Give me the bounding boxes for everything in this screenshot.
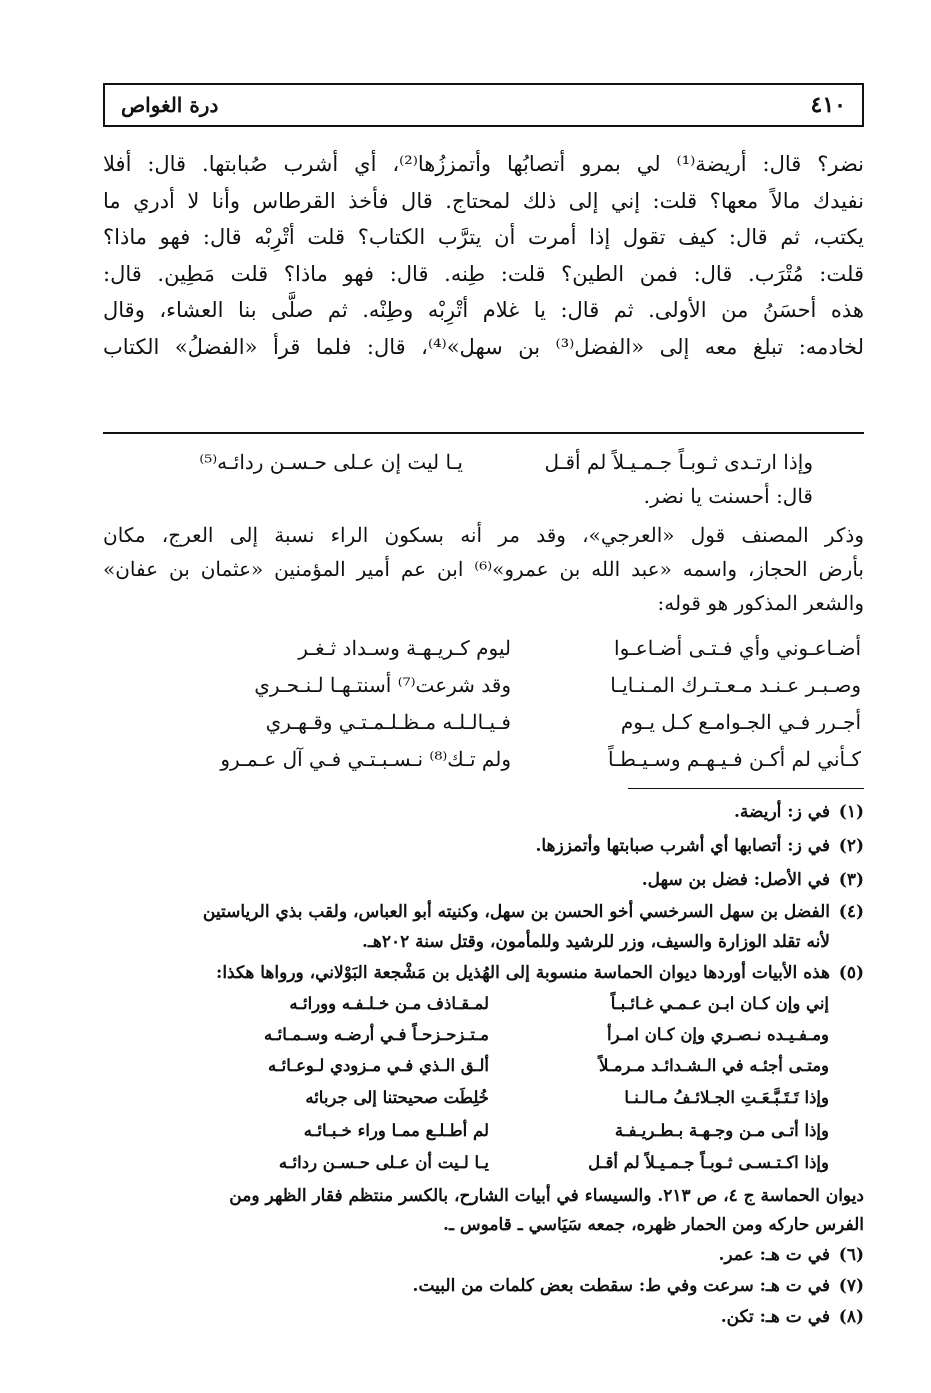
footnote — [413, 1276, 864, 1296]
footnote-text: لأنه تقلد الوزارة والسيف، وزر للرشيد وللمأمون، وقتل سنة ٢٠٢هـ. — [361, 932, 830, 952]
section-divider — [103, 432, 864, 434]
poem-hemistich-first: أضـاعـوني وأي فـتـى أضـاعـوا — [614, 636, 861, 660]
main-line: لخادمه: تبلغ معه إلى «الفضل⁽³⁾ بن سهل»⁽⁴⁾، قال: فلما قرأ «الفضلُ» الكتاب — [103, 334, 864, 359]
fn-hemistich-first: وإذا اكـتـسـى ثـوبـاً جـمـيـلاً لم أقـل — [588, 1153, 829, 1172]
commentary-line: والشعر المذكور هو قوله: — [657, 591, 864, 615]
footnote — [642, 870, 864, 890]
footnote — [216, 963, 864, 983]
page-number: ٤١٠ — [810, 92, 846, 118]
footnote-verse — [149, 994, 829, 1013]
fn-hemistich-first: وإذا أتـى مـن وجـهـة بـطـريـفـة — [614, 1121, 829, 1140]
poem-hemistich-second: وقد شرعت⁽⁷⁾ أسنتـهـا لـنـحـري — [254, 673, 511, 697]
fn-hemistich-second: ألـق الـذي فـي مـزودي لـوعـائـه — [267, 1056, 489, 1075]
poem-hemistich-second: فـيـالـلـه مـظـلـمـتـي وقـهـري — [265, 710, 511, 734]
footnote-source-line: ديوان الحماسة ج ٤، ص ٢١٣. والسيساء في أبيات الشارح، بالكسر منتظم فقار الظهر ومن — [229, 1186, 864, 1206]
commentary-paragraph — [103, 518, 864, 620]
footnote-number: (٤) — [838, 902, 864, 922]
book-title: درة الغواص — [121, 93, 219, 117]
footnote-verse — [149, 1153, 829, 1172]
poem-hemistich-first: أجـرر فـي الجـوامـع كـل يـوم — [620, 710, 861, 734]
footnote-text: في ز: أريضة. — [733, 802, 830, 822]
footnote — [535, 836, 864, 856]
verse-line — [113, 450, 813, 474]
footnote-number: (١) — [838, 802, 864, 822]
footnote-text: في ت هـ: سرعت وفي ط: سقطت بعض كلمات من البيت. — [412, 1276, 830, 1296]
footnote — [203, 902, 864, 922]
poem-hemistich-second: ليوم كـريـهـة وسـداد ثـغـر — [298, 636, 511, 660]
fn-hemistich-second: لم أطـلـع ممـا وراء خـبـائـه — [303, 1121, 489, 1140]
footnote-continuation — [362, 932, 864, 952]
fn-hemistich-second: مـتـزحـزحـاً فـي أرضـه وسـمـائـه — [263, 1025, 489, 1044]
footnote-number — [830, 932, 864, 952]
poem-verse — [161, 747, 861, 771]
commentary-line: وذكر المصنف قول «العرجي»، وقد مر أنه بسكون الراء نسبة إلى العرج، مكان — [103, 523, 864, 547]
commentary-line: بأرض الحجاز، واسمه «عبد الله بن عمرو»⁽⁶⁾ ابن عم أمير المؤمنين «عثمان بن عفان» — [103, 557, 865, 581]
footnote-number: (٢) — [838, 836, 864, 856]
poem-hemistich-second: ولم تـك⁽⁸⁾ نـسـبـتـي فـي آل عـمـرو — [220, 747, 511, 771]
footnote-number: (٦) — [838, 1245, 864, 1265]
poem-verse — [161, 673, 861, 697]
verse-hemistich-second: يـا ليت إن عـلى حـسـن ردائـه⁽⁵⁾ — [199, 450, 463, 474]
main-line: يكتب، ثم قال: كيف تقول إذا أمرت أن يترَّب الكتاب؟ قلت أتْرِبْه قال: فهو ماذا؟ — [103, 225, 864, 249]
footnote — [734, 802, 864, 822]
footnote-number: (٥) — [838, 963, 864, 983]
poem-hemistich-first: وصـبـر عـنـد مـعـتـرك المـنـايـا — [610, 673, 861, 697]
poem-verse — [161, 636, 861, 660]
main-line: قلت: مُتْرَب. قال: فمن الطين؟ قلت: طِنه. قال: فهو ماذا؟ قلت مَطِين. قال: — [103, 261, 864, 286]
poem-hemistich-first: كـأني لم أكـن فـيـهـم وسـيـطـاً — [608, 747, 861, 771]
said-line: قال: أحسنت يا نضر. — [643, 484, 813, 508]
main-line: نضر؟ قال: أريضة⁽¹⁾ لي بمرو أتصابُها وأتمززُها⁽²⁾، أي أشرب صُبابتها. قال: أفلا — [103, 152, 864, 176]
footnote-verse — [149, 1121, 829, 1140]
main-line: هذه أحسَنُ من الأولى. ثم قال: يا غلام أتْرِبْه وطِنْه. ثم صلَّى بنا العشاء، وقال — [103, 298, 864, 322]
fn-hemistich-first: ومـفـيـده نـصـري وإن كـان امـرأ — [607, 1025, 829, 1044]
page-header — [103, 83, 864, 127]
footnote-text: في الأصل: فضل بن سهل. — [641, 870, 830, 890]
footnote-verse — [149, 1056, 829, 1075]
footnote-text: الفضل بن سهل السرخسي أخو الحسن بن سهل، وكنيته أبو العباس، ولقب بذي الرياستين — [202, 902, 830, 922]
footnote-divider — [628, 788, 864, 789]
footnote-text: في ز: أتصابها أي أشرب صبابتها وأتمززها. — [535, 836, 830, 856]
fn-hemistich-first: إني وإن كـان ابـن عـمـي غـائـبـاً — [610, 994, 829, 1013]
main-line: نفيدك مالاً معها؟ قلت: إني إلى ذلك لمحتاج. قال فأخذ القرطاس وأنا لا أدري ما — [103, 188, 864, 213]
main-text — [103, 146, 864, 365]
footnote — [718, 1245, 864, 1265]
fn-hemistich-first: ومتـى أجئـه في الـشـدائـد مـرمـلاً — [598, 1056, 829, 1075]
footnote-verse — [149, 1025, 829, 1044]
fn-hemistich-first: وإذا تَـتَـبَّـعَـتِ الجـلائـفُ مـالـنـا — [624, 1088, 829, 1107]
verse-hemistich-first: وإذا ارتـدى ثـوبـاً جـمـيـلاً لم أقـل — [544, 450, 813, 474]
footnote-verse — [149, 1088, 829, 1107]
poem-verse — [161, 710, 861, 734]
footnote-number: (٧) — [838, 1276, 864, 1296]
footnote-text: في ت هـ: تكن. — [720, 1307, 830, 1327]
fn-hemistich-second: لمـقـاذف مـن خـلـفـه وورائـه — [289, 994, 489, 1013]
fn-hemistich-second: خُلِطَت صحيحتنا إلى جربائه — [305, 1088, 489, 1107]
footnote-source-line: الفرس حاركه ومن الحمار ظهره، جمعه سَيَاسي ـ قاموس ـ. — [443, 1215, 864, 1235]
footnote-text: هذه الأبيات أوردها ديوان الحماسة منسوبة إلى الهُذيل بن مَشْجعة البَوْلاني، ورواها هكذا: — [216, 963, 830, 983]
footnote-number: (٣) — [838, 870, 864, 890]
fn-hemistich-second: يـا لـيت أن عـلى حـسـن ردائـه — [278, 1153, 489, 1172]
footnote-number: (٨) — [838, 1307, 864, 1327]
footnote — [721, 1307, 864, 1327]
footnote-text: في ت هـ: عمر. — [718, 1245, 830, 1265]
